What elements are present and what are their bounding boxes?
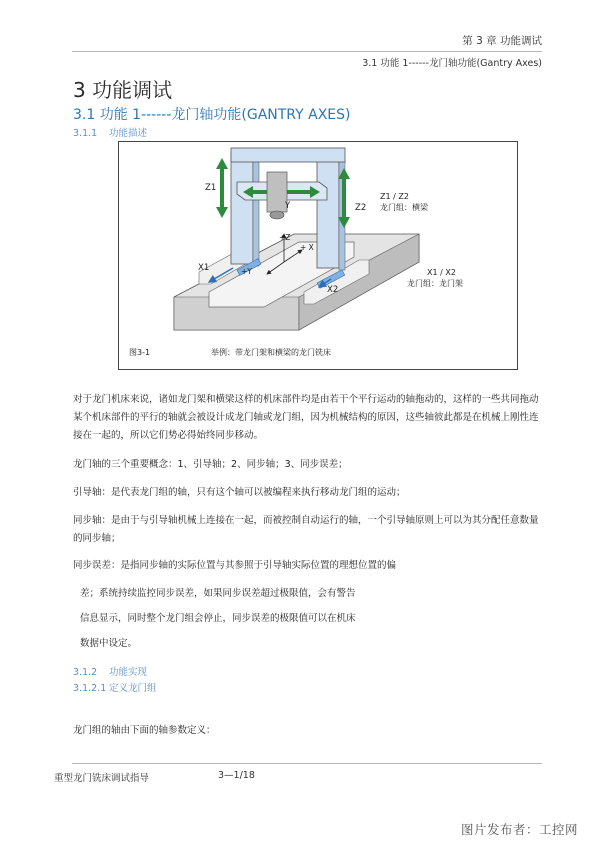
label-plus-x: + X: [300, 243, 314, 252]
spindle-head: [267, 172, 287, 212]
paragraph-sync-error-1: 同步误差：是指同步轴的实际位置与其参照于引导轴实际位置的理想位置的偏: [73, 560, 397, 571]
subsection-label: 功能描述: [109, 128, 148, 139]
running-header-section: 3.1 功能 1------龙门轴功能(Gantry Axes): [362, 58, 542, 69]
paragraph-concepts: 龙门轴的三个重要概念：1、引导轴；2、同步轴；3、同步误差；: [73, 459, 348, 470]
watermark: 图片发布者：工控网: [460, 822, 578, 837]
paragraph-sync-error-3: 信息显示，同时整个龙门组会停止，同步误差的极限值可以在机床: [80, 613, 356, 624]
running-header-chapter: 第 3 章 功能调试: [462, 35, 542, 47]
label-x2: X2: [327, 285, 339, 295]
header-divider: [72, 51, 542, 52]
figure-caption: 举例：带龙门架和横梁的龙门铣床: [211, 348, 331, 357]
paragraph-sync-error-4: 数据中设定。: [80, 638, 138, 649]
footer-doc-title: 重型龙门铣床调试指导: [54, 773, 150, 784]
subsection-heading-3-1-2: [73, 664, 147, 678]
top-beam: [231, 148, 345, 162]
subsection-number: 3.1.2.1: [73, 683, 107, 694]
label-y: Y: [285, 201, 291, 211]
spindle-tool: [270, 211, 284, 219]
footer-page-number: 3—1/18: [218, 770, 255, 781]
subsection-heading-3-1-1: [73, 125, 147, 139]
paragraph-axis-definition: 龙门组的轴由下面的轴参数定义：: [73, 725, 216, 736]
paragraph-sync-error-2: 差；系统持续监控同步误差，如果同步误差超过极限值，会有警告: [80, 588, 356, 599]
subsection-label: 定义龙门组: [109, 683, 157, 694]
chapter-title: 3 功能调试: [73, 78, 173, 102]
label-z1z2: Z1 / Z2: [380, 192, 409, 201]
label-plus-y: +Y: [241, 267, 252, 276]
label-x-group: 龙门组：龙门架: [407, 279, 463, 288]
subsection-label: 功能实现: [109, 667, 148, 678]
paragraph-leading-axis: 引导轴：是代表龙门组的轴，只有这个轴可以被编程来执行移动龙门组的运动；: [73, 487, 406, 498]
section-title: 3.1 功能 1------龙门轴功能(GANTRY AXES): [73, 107, 351, 123]
subsection-number: 3.1.2: [73, 667, 98, 678]
figure-number: 图3-1: [129, 348, 151, 357]
footer-divider: [72, 763, 542, 764]
label-plus-z: +Z: [279, 233, 291, 242]
label-x1x2: X1 / X2: [427, 268, 456, 277]
right-column: [317, 156, 339, 268]
label-z-group: 龙门组：横梁: [380, 203, 428, 212]
paragraph-intro: 对于龙门机床来说，诸如龙门架和横梁这样的机床部件均是由若干个平行运动的轴拖动的，这样的一些共同拖动某个机床部件的平行的轴就会被设计成龙门轴或龙门组，因为机械结构的原因，这些轴彼此都是在机械上刚性连接在一起的，所以它们势必得始终同步移动。: [73, 394, 539, 441]
gantry-machine-figure: [118, 141, 518, 370]
label-x1: X1: [198, 263, 210, 273]
label-z2: Z2: [355, 203, 367, 213]
paragraph-sync-axis: 同步轴：是由于与引导轴机械上连接在一起，而被控制自动运行的轴，一个引导轴原则上可以为其分配任意数量的同步轴；: [73, 515, 539, 544]
subsection-number: 3.1.1: [73, 128, 98, 139]
gantry-diagram: [119, 142, 517, 369]
left-column: [231, 152, 253, 264]
label-z1: Z1: [205, 183, 217, 193]
subsection-heading-3-1-2-1: [73, 680, 157, 694]
left-column-side: [253, 156, 259, 266]
